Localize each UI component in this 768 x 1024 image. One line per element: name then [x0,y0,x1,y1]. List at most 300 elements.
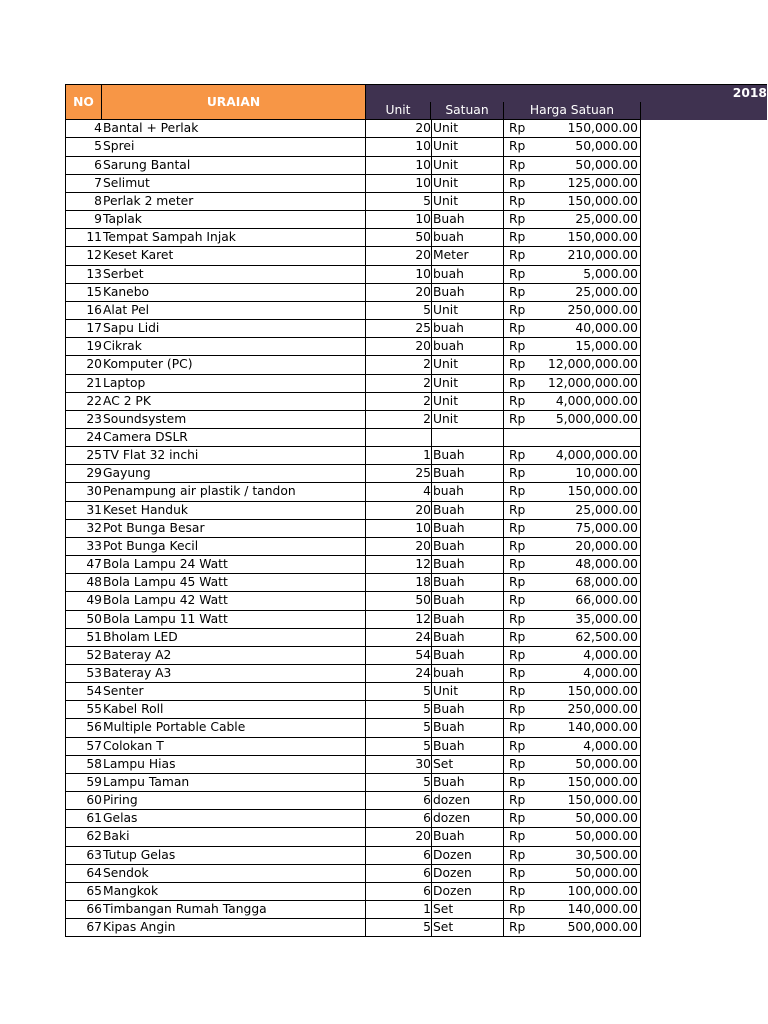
cell-unit[interactable]: 24 [366,629,431,647]
cell-no[interactable]: 5 [65,138,102,156]
cell-satuan[interactable]: Unit [431,138,504,156]
cell-unit[interactable]: 2 [366,356,431,374]
cell-currency[interactable]: Rp [509,447,540,465]
cell-satuan[interactable]: Buah [431,611,504,629]
cell-empty[interactable] [641,738,767,756]
cell-unit[interactable]: 5 [366,193,431,211]
cell-harga-satuan[interactable]: 25,000.00 [540,284,641,302]
cell-currency[interactable]: Rp [509,865,540,883]
cell-uraian[interactable]: Tempat Sampah Injak [102,229,366,247]
cell-empty[interactable] [641,247,767,265]
cell-unit[interactable]: 12 [366,611,431,629]
cell-uraian[interactable]: Gayung [102,465,366,483]
cell-harga-satuan[interactable]: 12,000,000.00 [540,375,641,393]
header-extra-cell[interactable] [641,102,767,120]
cell-satuan[interactable] [431,429,504,447]
cell-uraian[interactable]: Kabel Roll [102,701,366,719]
cell-unit[interactable]: 20 [366,284,431,302]
cell-no[interactable]: 6 [65,157,102,175]
cell-empty[interactable] [641,266,767,284]
cell-satuan[interactable]: Buah [431,774,504,792]
cell-uraian[interactable]: Lampu Hias [102,756,366,774]
header-year[interactable]: 2018 [366,84,767,102]
cell-harga-satuan[interactable]: 210,000.00 [540,247,641,265]
cell-no[interactable]: 63 [65,847,102,865]
cell-unit[interactable]: 24 [366,665,431,683]
cell-uraian[interactable]: Pot Bunga Besar [102,520,366,538]
cell-no[interactable]: 22 [65,393,102,411]
cell-unit[interactable]: 1 [366,901,431,919]
cell-uraian[interactable]: Multiple Portable Cable [102,719,366,737]
cell-currency[interactable]: Rp [509,883,540,901]
cell-currency[interactable]: Rp [509,792,540,810]
cell-unit[interactable]: 5 [366,774,431,792]
cell-currency[interactable]: Rp [509,302,540,320]
cell-empty[interactable] [641,847,767,865]
cell-empty[interactable] [641,320,767,338]
cell-no[interactable]: 52 [65,647,102,665]
cell-currency[interactable]: Rp [509,538,540,556]
cell-empty[interactable] [641,375,767,393]
cell-unit[interactable]: 2 [366,393,431,411]
cell-unit[interactable]: 20 [366,338,431,356]
cell-empty[interactable] [641,483,767,501]
cell-satuan[interactable]: Dozen [431,883,504,901]
cell-currency[interactable]: Rp [509,193,540,211]
cell-harga-satuan[interactable]: 150,000.00 [540,120,641,138]
cell-unit[interactable]: 10 [366,175,431,193]
header-uraian[interactable]: URAIAN [102,84,366,120]
cell-satuan[interactable]: Unit [431,356,504,374]
cell-uraian[interactable]: Bholam LED [102,629,366,647]
cell-empty[interactable] [641,701,767,719]
cell-satuan[interactable]: buah [431,229,504,247]
cell-empty[interactable] [641,919,767,937]
cell-unit[interactable]: 10 [366,520,431,538]
cell-currency[interactable]: Rp [509,828,540,846]
cell-unit[interactable]: 6 [366,847,431,865]
cell-empty[interactable] [641,592,767,610]
cell-harga-satuan[interactable]: 140,000.00 [540,901,641,919]
cell-unit[interactable]: 4 [366,483,431,501]
cell-satuan[interactable]: Unit [431,175,504,193]
cell-currency[interactable]: Rp [509,284,540,302]
cell-uraian[interactable]: Penampung air plastik / tandon [102,483,366,501]
cell-empty[interactable] [641,175,767,193]
cell-uraian[interactable]: Taplak [102,211,366,229]
cell-currency[interactable]: Rp [509,229,540,247]
cell-no[interactable]: 61 [65,810,102,828]
cell-empty[interactable] [641,465,767,483]
cell-satuan[interactable]: Meter [431,247,504,265]
cell-harga-satuan[interactable]: 4,000,000.00 [540,447,641,465]
cell-currency[interactable]: Rp [509,611,540,629]
cell-no[interactable]: 60 [65,792,102,810]
cell-currency[interactable]: Rp [509,175,540,193]
cell-uraian[interactable]: Keset Handuk [102,502,366,520]
cell-currency[interactable]: Rp [509,810,540,828]
cell-no[interactable]: 9 [65,211,102,229]
cell-harga-satuan[interactable]: 12,000,000.00 [540,356,641,374]
header-harga-satuan[interactable]: Harga Satuan [504,102,641,120]
cell-satuan[interactable]: Buah [431,502,504,520]
cell-unit[interactable]: 5 [366,919,431,937]
cell-currency[interactable]: Rp [509,738,540,756]
cell-currency[interactable]: Rp [509,356,540,374]
cell-no[interactable]: 59 [65,774,102,792]
cell-harga-satuan[interactable]: 15,000.00 [540,338,641,356]
cell-satuan[interactable]: buah [431,320,504,338]
cell-empty[interactable] [641,429,767,447]
cell-satuan[interactable]: Set [431,919,504,937]
cell-satuan[interactable]: Set [431,756,504,774]
cell-uraian[interactable]: Mangkok [102,883,366,901]
cell-currency[interactable]: Rp [509,719,540,737]
cell-currency[interactable]: Rp [509,266,540,284]
cell-unit[interactable]: 25 [366,320,431,338]
cell-no[interactable]: 29 [65,465,102,483]
cell-harga-satuan[interactable]: 48,000.00 [540,556,641,574]
cell-satuan[interactable]: Buah [431,284,504,302]
cell-no[interactable]: 8 [65,193,102,211]
cell-no[interactable]: 24 [65,429,102,447]
cell-harga-satuan[interactable]: 125,000.00 [540,175,641,193]
cell-satuan[interactable]: buah [431,665,504,683]
cell-empty[interactable] [641,683,767,701]
cell-empty[interactable] [641,574,767,592]
cell-harga-satuan[interactable]: 50,000.00 [540,138,641,156]
cell-satuan[interactable]: Unit [431,193,504,211]
cell-uraian[interactable]: Gelas [102,810,366,828]
cell-empty[interactable] [641,338,767,356]
cell-empty[interactable] [641,138,767,156]
cell-empty[interactable] [641,647,767,665]
cell-harga-satuan[interactable]: 50,000.00 [540,157,641,175]
cell-currency[interactable]: Rp [509,774,540,792]
cell-unit[interactable]: 20 [366,502,431,520]
cell-no[interactable]: 47 [65,556,102,574]
cell-empty[interactable] [641,810,767,828]
cell-harga-satuan[interactable]: 30,500.00 [540,847,641,865]
cell-harga-satuan[interactable]: 20,000.00 [540,538,641,556]
cell-currency[interactable]: Rp [509,756,540,774]
cell-unit[interactable] [366,429,431,447]
cell-empty[interactable] [641,883,767,901]
cell-no[interactable]: 67 [65,919,102,937]
cell-harga-satuan[interactable]: 5,000.00 [540,266,641,284]
cell-satuan[interactable]: Buah [431,647,504,665]
cell-satuan[interactable]: buah [431,338,504,356]
cell-currency[interactable]: Rp [509,901,540,919]
cell-satuan[interactable]: Unit [431,157,504,175]
cell-satuan[interactable]: Buah [431,556,504,574]
cell-empty[interactable] [641,556,767,574]
cell-uraian[interactable]: Kipas Angin [102,919,366,937]
cell-currency[interactable]: Rp [509,647,540,665]
cell-uraian[interactable]: Laptop [102,375,366,393]
cell-uraian[interactable]: Lampu Taman [102,774,366,792]
header-no[interactable]: NO [65,84,102,120]
cell-uraian[interactable]: Bola Lampu 11 Watt [102,611,366,629]
cell-empty[interactable] [641,502,767,520]
cell-empty[interactable] [641,665,767,683]
cell-harga-satuan[interactable]: 4,000.00 [540,665,641,683]
cell-unit[interactable]: 5 [366,738,431,756]
cell-currency[interactable]: Rp [509,665,540,683]
cell-uraian[interactable]: Alat Pel [102,302,366,320]
cell-harga-satuan[interactable]: 4,000.00 [540,738,641,756]
cell-satuan[interactable]: Unit [431,375,504,393]
cell-currency[interactable]: Rp [509,919,540,937]
cell-no[interactable]: 11 [65,229,102,247]
cell-unit[interactable]: 54 [366,647,431,665]
cell-empty[interactable] [641,611,767,629]
cell-uraian[interactable]: Pot Bunga Kecil [102,538,366,556]
cell-no[interactable]: 7 [65,175,102,193]
cell-unit[interactable]: 50 [366,592,431,610]
cell-unit[interactable]: 25 [366,465,431,483]
cell-no[interactable]: 13 [65,266,102,284]
cell-currency[interactable]: Rp [509,701,540,719]
cell-no[interactable]: 58 [65,756,102,774]
cell-uraian[interactable]: Baki [102,828,366,846]
cell-uraian[interactable]: Bateray A2 [102,647,366,665]
cell-currency[interactable]: Rp [509,120,540,138]
cell-harga-satuan[interactable]: 62,500.00 [540,629,641,647]
cell-satuan[interactable]: Buah [431,465,504,483]
cell-empty[interactable] [641,756,767,774]
cell-unit[interactable]: 10 [366,138,431,156]
cell-uraian[interactable]: Senter [102,683,366,701]
cell-satuan[interactable]: Buah [431,447,504,465]
cell-currency[interactable]: Rp [509,683,540,701]
cell-uraian[interactable]: Bola Lampu 45 Watt [102,574,366,592]
cell-empty[interactable] [641,774,767,792]
cell-harga-satuan[interactable]: 40,000.00 [540,320,641,338]
cell-satuan[interactable]: dozen [431,792,504,810]
header-satuan[interactable]: Satuan [431,102,504,120]
cell-satuan[interactable]: Dozen [431,865,504,883]
cell-unit[interactable]: 20 [366,120,431,138]
cell-currency[interactable]: Rp [509,465,540,483]
cell-empty[interactable] [641,393,767,411]
cell-currency[interactable]: Rp [509,847,540,865]
cell-uraian[interactable]: AC 2 PK [102,393,366,411]
cell-empty[interactable] [641,828,767,846]
cell-satuan[interactable]: Dozen [431,847,504,865]
cell-satuan[interactable]: buah [431,266,504,284]
cell-uraian[interactable]: Komputer (PC) [102,356,366,374]
cell-no[interactable]: 15 [65,284,102,302]
cell-unit[interactable]: 18 [366,574,431,592]
cell-harga-satuan[interactable]: 150,000.00 [540,193,641,211]
cell-empty[interactable] [641,211,767,229]
cell-unit[interactable]: 12 [366,556,431,574]
cell-uraian[interactable]: Timbangan Rumah Tangga [102,901,366,919]
cell-satuan[interactable]: Buah [431,738,504,756]
cell-satuan[interactable]: Buah [431,592,504,610]
cell-harga-satuan[interactable]: 10,000.00 [540,465,641,483]
cell-unit[interactable]: 50 [366,229,431,247]
cell-empty[interactable] [641,302,767,320]
cell-unit[interactable]: 5 [366,302,431,320]
cell-satuan[interactable]: Unit [431,302,504,320]
cell-harga-satuan[interactable]: 150,000.00 [540,229,641,247]
cell-unit[interactable]: 1 [366,447,431,465]
cell-currency[interactable]: Rp [509,520,540,538]
cell-unit[interactable]: 5 [366,701,431,719]
cell-satuan[interactable]: Buah [431,719,504,737]
cell-satuan[interactable]: Buah [431,629,504,647]
cell-uraian[interactable]: Soundsystem [102,411,366,429]
cell-empty[interactable] [641,120,767,138]
cell-harga-satuan[interactable]: 4,000,000.00 [540,393,641,411]
cell-empty[interactable] [641,629,767,647]
cell-unit[interactable]: 6 [366,810,431,828]
cell-no[interactable]: 64 [65,865,102,883]
cell-harga-satuan[interactable]: 66,000.00 [540,592,641,610]
cell-satuan[interactable]: Buah [431,574,504,592]
cell-unit[interactable]: 10 [366,211,431,229]
cell-unit[interactable]: 10 [366,157,431,175]
cell-no[interactable]: 30 [65,483,102,501]
cell-satuan[interactable]: Buah [431,538,504,556]
cell-uraian[interactable]: Perlak 2 meter [102,193,366,211]
cell-no[interactable]: 53 [65,665,102,683]
cell-uraian[interactable]: Serbet [102,266,366,284]
cell-uraian[interactable]: Selimut [102,175,366,193]
cell-uraian[interactable]: Kanebo [102,284,366,302]
cell-no[interactable]: 48 [65,574,102,592]
cell-satuan[interactable]: Buah [431,701,504,719]
cell-uraian[interactable]: Cikrak [102,338,366,356]
cell-satuan[interactable]: buah [431,483,504,501]
cell-uraian[interactable]: Colokan T [102,738,366,756]
cell-currency[interactable]: Rp [509,247,540,265]
cell-satuan[interactable]: Unit [431,683,504,701]
cell-satuan[interactable]: Unit [431,120,504,138]
cell-uraian[interactable]: TV Flat 32 inchi [102,447,366,465]
cell-satuan[interactable]: Unit [431,411,504,429]
cell-no[interactable]: 31 [65,502,102,520]
cell-currency[interactable]: Rp [509,411,540,429]
cell-uraian[interactable]: Tutup Gelas [102,847,366,865]
cell-satuan[interactable]: Unit [431,393,504,411]
cell-harga-satuan[interactable]: 250,000.00 [540,701,641,719]
cell-currency[interactable] [509,429,540,447]
cell-unit[interactable]: 2 [366,411,431,429]
cell-unit[interactable]: 6 [366,883,431,901]
cell-unit[interactable]: 20 [366,828,431,846]
cell-empty[interactable] [641,447,767,465]
cell-satuan[interactable]: Set [431,901,504,919]
cell-harga-satuan[interactable]: 68,000.00 [540,574,641,592]
cell-no[interactable]: 19 [65,338,102,356]
cell-harga-satuan[interactable]: 500,000.00 [540,919,641,937]
cell-empty[interactable] [641,284,767,302]
cell-no[interactable]: 66 [65,901,102,919]
cell-empty[interactable] [641,865,767,883]
cell-harga-satuan[interactable]: 140,000.00 [540,719,641,737]
cell-harga-satuan[interactable]: 150,000.00 [540,792,641,810]
cell-uraian[interactable]: Bola Lampu 42 Watt [102,592,366,610]
cell-no[interactable]: 62 [65,828,102,846]
cell-empty[interactable] [641,901,767,919]
cell-satuan[interactable]: Buah [431,828,504,846]
cell-currency[interactable]: Rp [509,556,540,574]
cell-currency[interactable]: Rp [509,375,540,393]
cell-harga-satuan[interactable]: 4,000.00 [540,647,641,665]
cell-empty[interactable] [641,520,767,538]
cell-currency[interactable]: Rp [509,629,540,647]
cell-uraian[interactable]: Bola Lampu 24 Watt [102,556,366,574]
cell-harga-satuan[interactable]: 150,000.00 [540,483,641,501]
cell-no[interactable]: 54 [65,683,102,701]
cell-unit[interactable]: 6 [366,792,431,810]
cell-empty[interactable] [641,792,767,810]
cell-harga-satuan[interactable]: 25,000.00 [540,502,641,520]
cell-unit[interactable]: 2 [366,375,431,393]
cell-no[interactable]: 55 [65,701,102,719]
cell-no[interactable]: 65 [65,883,102,901]
cell-no[interactable]: 51 [65,629,102,647]
cell-currency[interactable]: Rp [509,592,540,610]
cell-currency[interactable]: Rp [509,574,540,592]
cell-currency[interactable]: Rp [509,338,540,356]
cell-unit[interactable]: 30 [366,756,431,774]
cell-harga-satuan[interactable]: 50,000.00 [540,828,641,846]
cell-harga-satuan[interactable]: 25,000.00 [540,211,641,229]
cell-no[interactable]: 20 [65,356,102,374]
cell-uraian[interactable]: Piring [102,792,366,810]
cell-harga-satuan[interactable]: 50,000.00 [540,865,641,883]
cell-uraian[interactable]: Sprei [102,138,366,156]
cell-currency[interactable]: Rp [509,211,540,229]
cell-currency[interactable]: Rp [509,393,540,411]
cell-uraian[interactable]: Bantal + Perlak [102,120,366,138]
cell-unit[interactable]: 6 [366,865,431,883]
cell-no[interactable]: 17 [65,320,102,338]
cell-uraian[interactable]: Bateray A3 [102,665,366,683]
cell-satuan[interactable]: Buah [431,211,504,229]
cell-no[interactable]: 16 [65,302,102,320]
cell-uraian[interactable]: Sapu Lidi [102,320,366,338]
cell-harga-satuan[interactable]: 50,000.00 [540,810,641,828]
cell-unit[interactable]: 10 [366,266,431,284]
cell-no[interactable]: 21 [65,375,102,393]
cell-harga-satuan[interactable]: 150,000.00 [540,683,641,701]
header-unit[interactable]: Unit [366,102,431,120]
cell-no[interactable]: 4 [65,120,102,138]
cell-harga-satuan[interactable]: 100,000.00 [540,883,641,901]
cell-no[interactable]: 49 [65,592,102,610]
cell-currency[interactable]: Rp [509,502,540,520]
cell-harga-satuan[interactable]: 150,000.00 [540,774,641,792]
cell-empty[interactable] [641,719,767,737]
cell-empty[interactable] [641,193,767,211]
cell-uraian[interactable]: Camera DSLR [102,429,366,447]
cell-empty[interactable] [641,356,767,374]
cell-no[interactable]: 12 [65,247,102,265]
cell-no[interactable]: 50 [65,611,102,629]
cell-empty[interactable] [641,538,767,556]
cell-unit[interactable]: 5 [366,683,431,701]
cell-satuan[interactable]: dozen [431,810,504,828]
cell-satuan[interactable]: Buah [431,520,504,538]
cell-uraian[interactable]: Sarung Bantal [102,157,366,175]
cell-harga-satuan[interactable]: 5,000,000.00 [540,411,641,429]
cell-empty[interactable] [641,411,767,429]
